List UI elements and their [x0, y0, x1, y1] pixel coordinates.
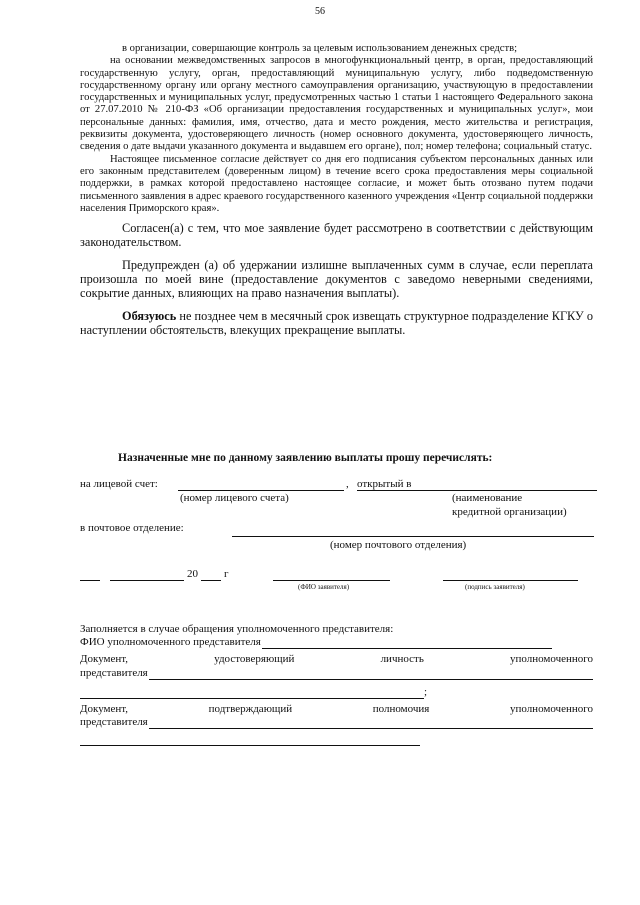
doc1-word-3: личность	[380, 653, 424, 666]
paragraph-interagency-requests: на основании межведомственных запросов в многофункциональный центр, в орган, предоставляющий государственную услугу, орган, предоставляющий муниципальную услугу, либо подведомственную государственному органу или органу местного самоуправления организацию, участвующую в предоставлении государственных и муниципальных услуг, предусмотренных частью 1 статьи 1 настоящего Федерального закона от 27.07.2010 № 210-ФЗ «Об организации предоставления государственных и муниципальных услуг», мои персональные данных: фамилия, имя, отчество, дата и место рождения, место жительства и регистрация, реквизиты документа, удостоверяющего личность (номер основного документа, удостоверяющего личность, сведения о дате выдачи указанного документа и выдавшем его органе), пол; номер телефона; социальный статус.	[80, 55, 593, 153]
identity-document-field[interactable]	[149, 669, 593, 680]
doc1-word-4: уполномоченного	[509, 653, 593, 666]
bank-caption-line2: кредитной организации)	[452, 506, 567, 518]
paragraph-obligation	[80, 309, 593, 338]
bank-caption-line1: (наименование	[452, 492, 523, 504]
opened-in-label: открытый в	[357, 478, 412, 490]
paragraph-control-organizations: в организации, совершающие контроль за целевым использованием денежных средств;	[122, 43, 518, 54]
post-office-label: в почтовое отделение:	[80, 522, 184, 534]
authority-document-field[interactable]	[149, 718, 593, 729]
applicant-name-field[interactable]	[273, 580, 390, 581]
representative-fio-field[interactable]	[262, 638, 552, 649]
year-prefix: 20	[187, 568, 198, 580]
consent-text	[80, 43, 593, 337]
semicolon: ;	[423, 685, 427, 698]
doc1-word-1: Документ,	[80, 653, 129, 666]
doc2-word-3: полномочия	[372, 703, 430, 716]
identity-document-field-continued[interactable]	[80, 688, 424, 699]
fio-caption: (ФИО заявителя)	[298, 583, 350, 591]
obligation-text: не позднее чем в месячный срок извещать структурное подразделение КГКУ о наступлении обстоятельств, влекущих прекращение выплаты.	[80, 308, 593, 337]
doc2-word-2: подтверждающий	[208, 703, 293, 716]
post-office-field[interactable]	[232, 536, 594, 537]
applicant-signature-field[interactable]	[443, 580, 578, 581]
paragraph-consent-validity: Настоящее письменное согласие действует со дня его подписания субъектом персональных данных или его законным представителем (доверенным лицом) в течение всего срока предоставления меры социальной поддержки, в рамках которой предоставлено настоящее согласие, и может быть отозвано путем подачи письменного заявления в адрес краевого государственного казенного учреждения «Центр социальной поддержки населения Приморского края».	[80, 153, 593, 214]
page-number: 56	[315, 6, 325, 17]
doc2-word-4: уполномоченного	[509, 703, 593, 716]
doc2-tail: представителя	[80, 716, 148, 729]
doc2-word-1: Документ,	[80, 703, 129, 716]
doc1-word-2: удостоверяющий	[214, 653, 295, 666]
comma: ,	[346, 478, 349, 490]
paragraph-agreement: Согласен(а) с тем, что мое заявление будет рассмотрено в соответствии с действующим законодательством.	[80, 221, 593, 250]
representative-block	[80, 623, 593, 746]
representative-intro: Заполняется в случае обращения уполномоченного представителя:	[80, 623, 394, 635]
payment-heading: Назначенные мне по данному заявлению выплаты прошу перечислять:	[118, 452, 493, 464]
signature-caption: (подпись заявителя)	[465, 583, 525, 591]
post-office-caption: (номер почтового отделения)	[330, 539, 467, 551]
doc1-tail: представителя	[80, 666, 148, 679]
authority-document-field-continued[interactable]	[80, 735, 420, 746]
account-caption: (номер лицевого счета)	[180, 492, 289, 504]
date-day-field[interactable]	[80, 580, 100, 581]
year-suffix: г	[224, 568, 229, 580]
obligation-bold: Обязуюсь	[122, 308, 177, 323]
date-month-field[interactable]	[110, 580, 184, 581]
representative-fio-label: ФИО уполномоченного представителя	[80, 636, 261, 649]
account-label: на лицевой счет:	[80, 478, 158, 490]
account-number-field[interactable]	[178, 490, 344, 491]
date-year-field[interactable]	[201, 580, 221, 581]
bank-name-field[interactable]	[357, 490, 597, 491]
paragraph-warning: Предупрежден (а) об удержании излишне выплаченных сумм в случае, если переплата произошла по моей вине (предоставление документов с заведомо неверными сведениями, сокрытие данных, влияющих на право назначения выплаты).	[80, 257, 593, 301]
